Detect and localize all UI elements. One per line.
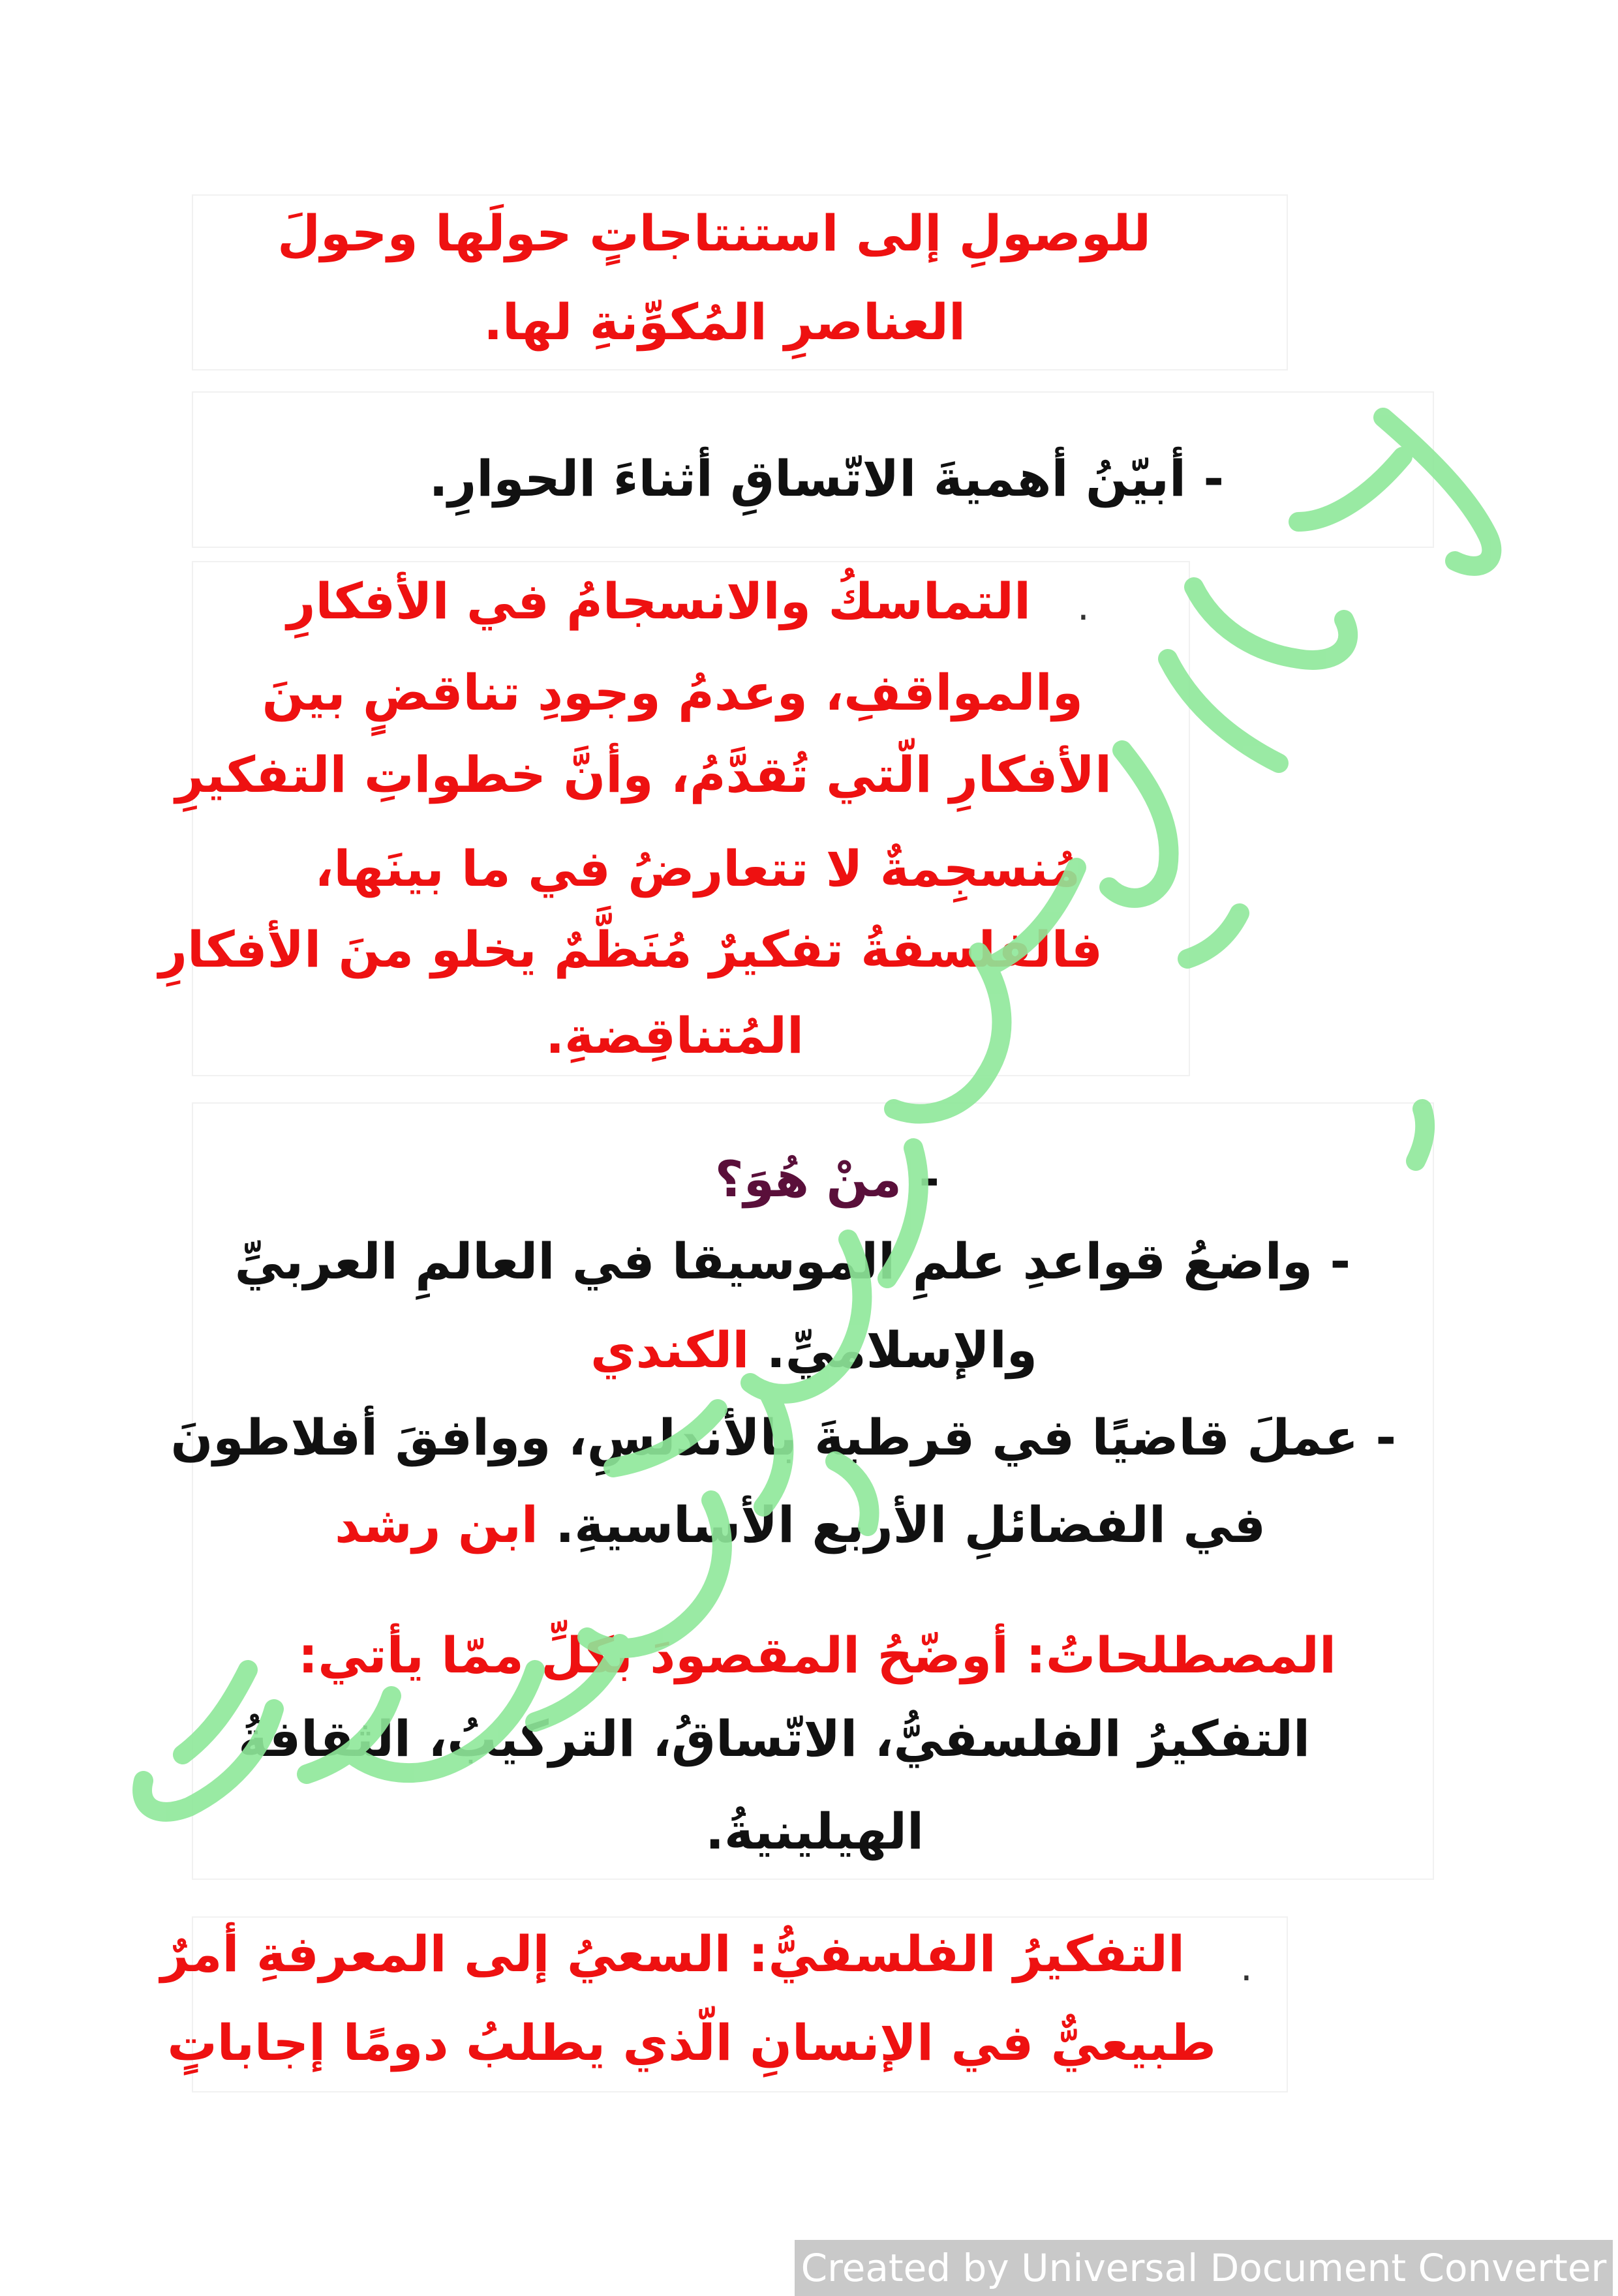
answer-line: التفكيرُ الفلسفيُّ: السعيُ إلى المعرفةِ أمرٌ xyxy=(160,1925,1185,1983)
question-line: - أبيّنُ أهميةَ الاتّساقِ أثناءَ الحوارِ. xyxy=(429,449,1224,507)
question-with-answer xyxy=(335,1496,1266,1554)
question-line: - عملَ قاضيًا في قرطبةَ بالأندلسِ، ووافقَ أفلاطونَ xyxy=(170,1408,1396,1466)
answer-line: العناصرِ المُكوِّنةِ لها. xyxy=(483,293,966,351)
answer-line: المُتناقِضةِ. xyxy=(545,1006,804,1065)
answer-line: الأفكارِ الّتي تُقدَّمُ، وأنَّ خطواتِ التفكيرِ xyxy=(175,746,1112,804)
answer-block-2 xyxy=(192,561,1190,1076)
answer-line: فالفلسفةُ تفكيرٌ مُنَظَّمٌ يخلو منَ الأفكارِ xyxy=(159,920,1103,978)
who-question xyxy=(714,1150,939,1208)
question-text: في الفضائلِ الأربع الأساسيةِ. xyxy=(555,1496,1266,1554)
answer-line: طبيعيٌّ في الإنسانِ الّذي يطلبُ دومًا إجاباتٍ xyxy=(167,2014,1216,2072)
answer-name: ابن رشد xyxy=(335,1496,538,1554)
answer-name: الكندي xyxy=(590,1321,750,1379)
bullet-marker: . xyxy=(1240,1944,1253,1990)
answer-line: للوصولِ إلى استنتاجاتٍ حولَها وحولَ xyxy=(277,204,1151,262)
bullet-marker: . xyxy=(1076,584,1090,629)
terms-line: التفكيرُ الفلسفيُّ، الاتّساقُ، التركيبُ، الثقافةُ xyxy=(238,1710,1310,1768)
terms-line: الهيلينيةُ. xyxy=(705,1802,924,1860)
question-with-answer xyxy=(590,1321,1037,1379)
who-is-he: منْ هُوَ؟ xyxy=(714,1150,902,1208)
terms-heading: المصطلحاتُ: أوضّحُ المقصودَ بكلِّ ممّا يأتي: xyxy=(298,1626,1336,1684)
answer-line: التماسكُ والانسجامُ في الأفكارِ xyxy=(286,572,1031,630)
converter-watermark-badge: Created by Universal Document Converter xyxy=(795,2240,1613,2296)
dash-prefix: - xyxy=(901,1150,939,1208)
answer-line: والمواقفِ، وعدمُ وجودِ تناقضٍ بينَ xyxy=(262,663,1083,721)
question-line: - واضعُ قواعدِ علمِ الموسيقا في العالمِ العربيِّ xyxy=(234,1232,1351,1290)
question-text: والإسلاميِّ. xyxy=(766,1321,1037,1379)
answer-line: مُنسجِمةٌ لا تتعارضُ في ما بينَها، xyxy=(314,839,1080,898)
